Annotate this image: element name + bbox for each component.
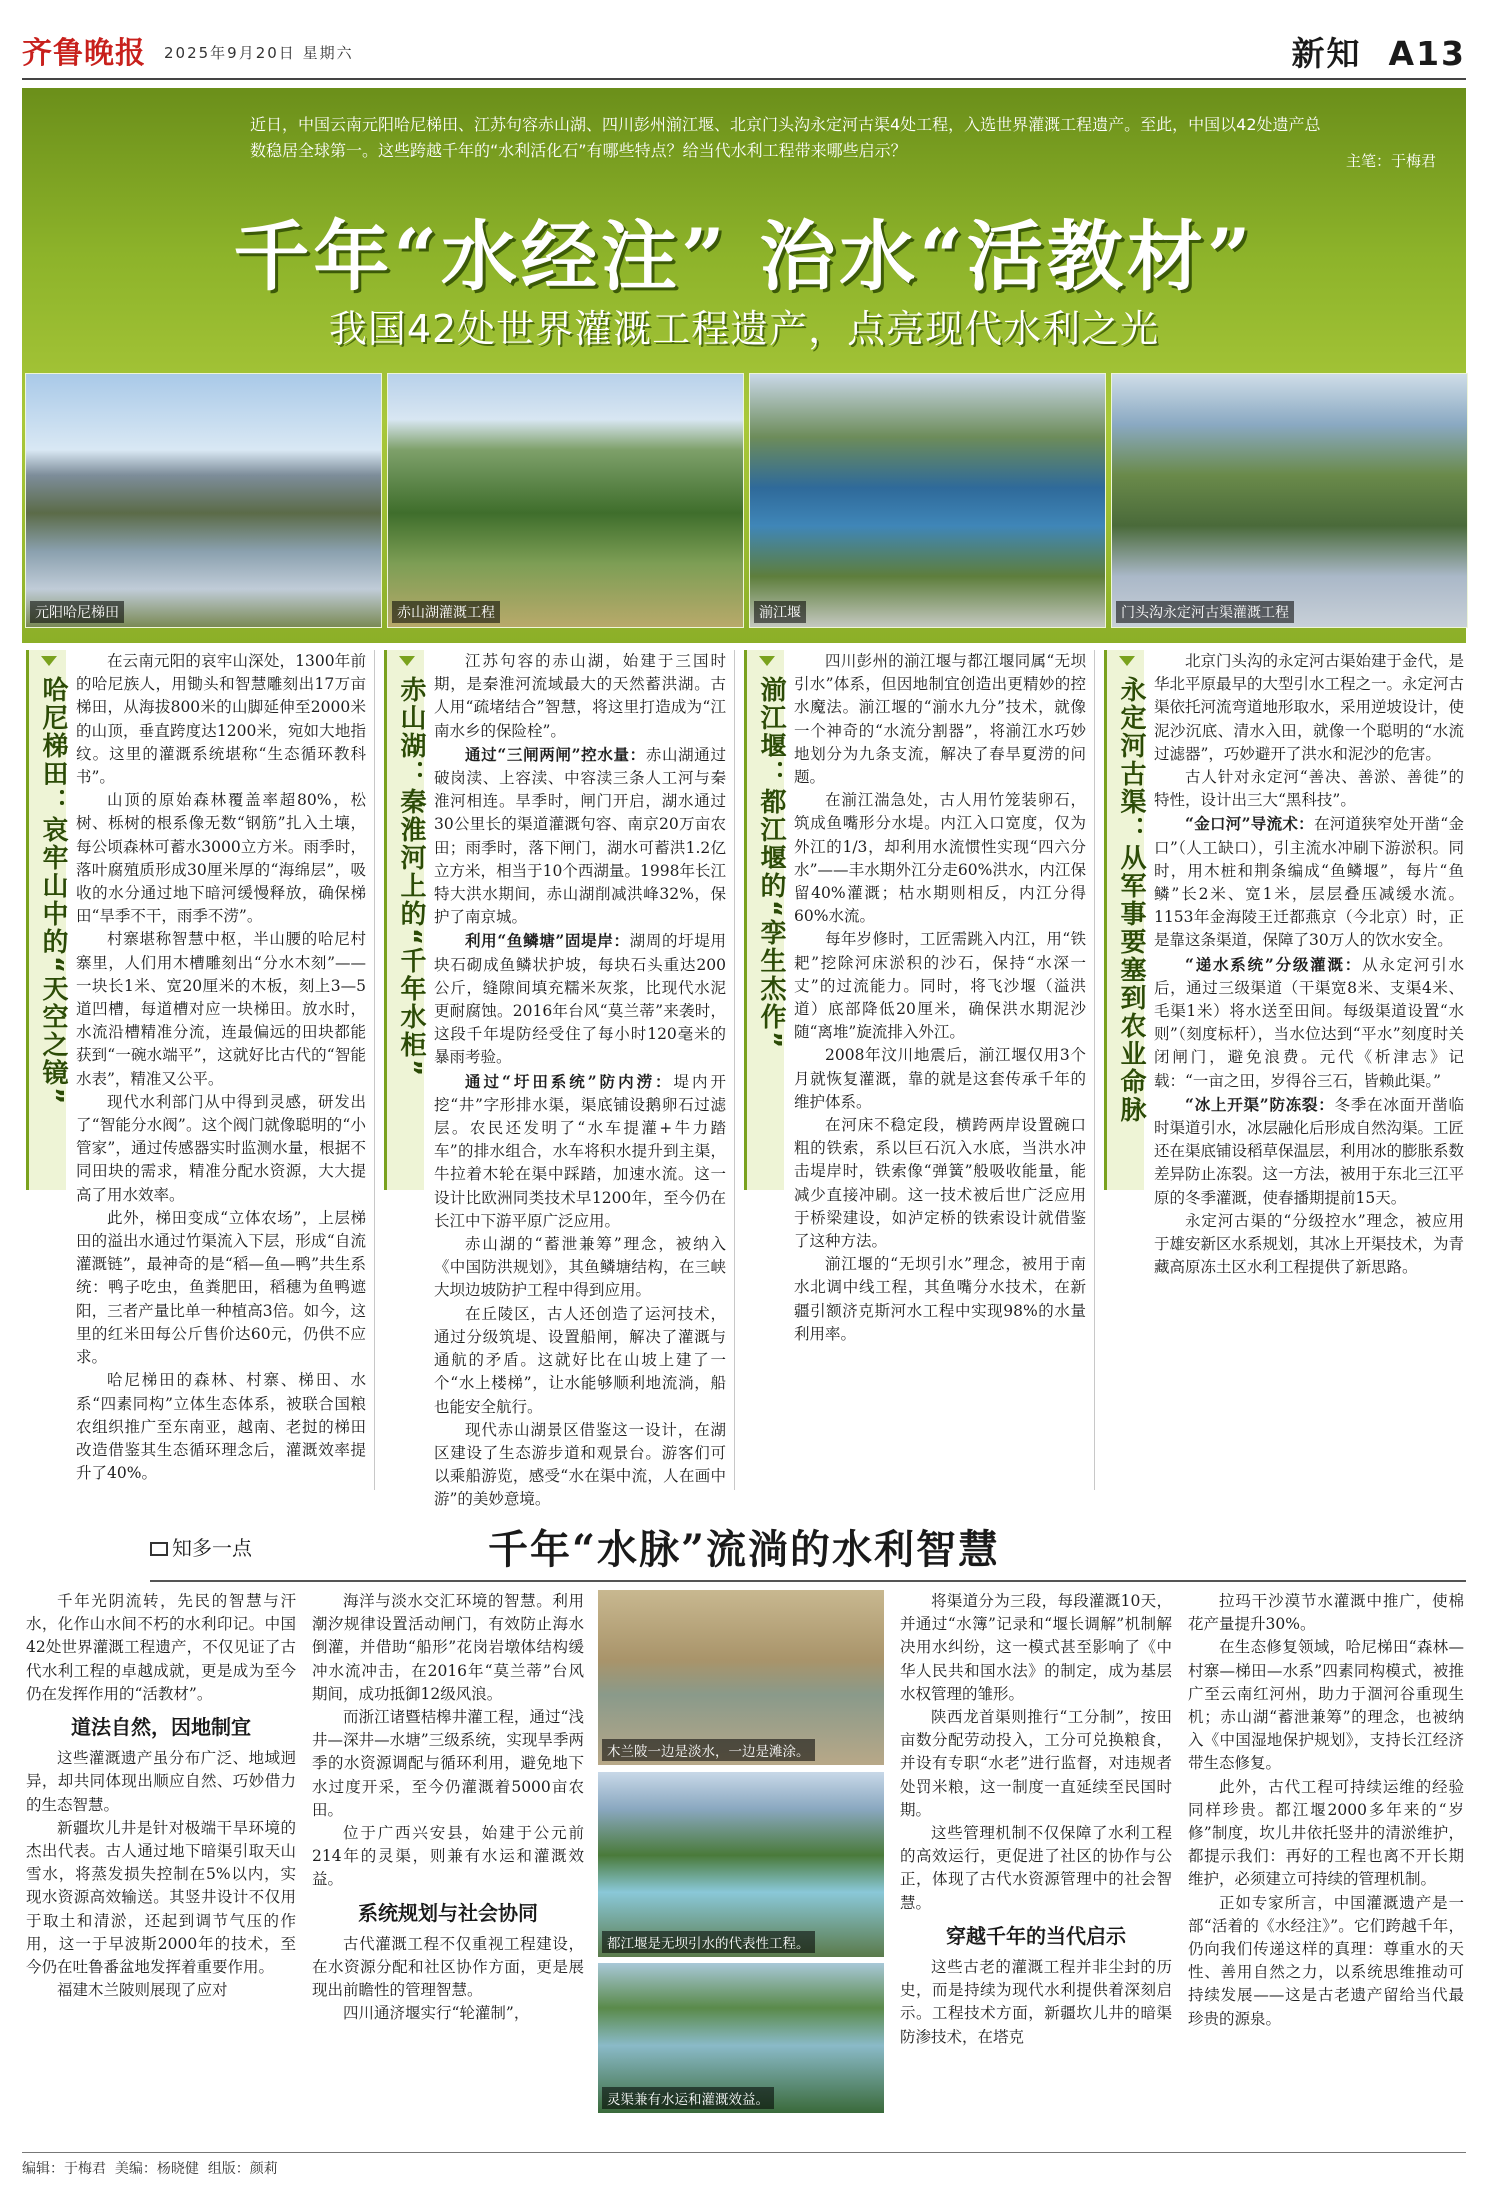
paragraph: 此外，梯田变成“立体农场”，上层梯田的溢出水通过竹渠流入下层，形成“自流灌溉链”，最神奇的是“稻—鱼—鸭”共生系统：鸭子吃虫，鱼粪肥田，稻穗为鱼鸭遮阳，三者产量比单一种植高3倍。如今，这里的红米田每公斤售价达60元，仍供不应求。 [76,1208,366,1367]
footer-rule [22,2152,1466,2153]
lower-col-4 [1188,1590,1464,2110]
photo-caption: 元阳哈尼梯田 [30,601,124,623]
subhead: 道法自然，因地制宜 [71,1715,251,1740]
box-header: 知多一点 [150,1532,252,1561]
photo-chishan-lake [387,373,744,628]
photo-lingqu [598,1963,884,2113]
photo-jianjiang-weir [749,373,1106,628]
paragraph: 四川通济堰实行“轮灌制”， [343,2004,530,2023]
lower-rule [150,1580,1466,1582]
paragraph: 赤山湖的“蓄泄兼筹”理念，被纳入《中国防洪规划》，其鱼鳞塘结构，在三峡大坝边坡防护工程中得到应用。 [434,1235,726,1300]
paragraph: 新疆坎儿井是针对极端干旱环境的杰出代表。古人通过地下暗渠引取天山雪水，将蒸发损失控制在5%以内，实现水资源高效输送。其竖井设计不仅用于取土和清淤，还起到调节气压的作用，这一于早波斯2000年的技术，至今仍在吐鲁番盆地发挥着重要作用。 [26,1818,296,1977]
column-divider [734,650,735,1490]
article-title-1: 哈尼梯田：哀牢山中的“天空之镜” [26,650,66,1190]
paragraph: “递水系统”分级灌溉：从永定河引水后，通过三级渠道（干渠宽8米、支渠4米、毛渠1米）将水送至田间。每级渠道设置“水则”（刻度标杆），当水位达到“平水”刻度时关闭闸门，避免浪费。元代《析津志》记载：“一亩之田，岁得谷三石，皆赖此渠。” [1154,954,1464,1090]
paragraph: 通过“三闸两闸”控水量：赤山湖通过破岗渎、上容渎、中容渎三条人工河与秦淮河相连。旱季时，闸门开启，湖水通过30公里长的渠道灌溉句容、南京20万亩农田；雨季时，落下闸门，湖水可蓄洪1.2亿立方米，相当于10个西湖量。1998年长江特大洪水期间，赤山湖削减洪峰32%，保护了南京城。 [434,744,726,927]
photo-mulan-weir [598,1590,884,1765]
paragraph: “金口河”导流术：在河道狭窄处开凿“金口”（人工缺口），引主流水冲刷下游淤积。同时，用木桩和荆条编成“鱼鳞堰”，每片“鱼鳞”长2米、宽1米，层层叠压减缓水流。1153年金海陵王迁都燕京（今北京）时，正是靠这条渠道，保障了30万人的饮水安全。 [1154,814,1464,950]
paragraph: 哈尼梯田的森林、村寨、梯田、水系“四素同构”立体生态体系，被联合国粮农组织推广至东南亚，越南、老挝的梯田改造借鉴其生态循环理念后，灌溉效率提升了40%。 [76,1371,366,1483]
paragraph: 位于广西兴安县，始建于公元前214年的灵渠，则兼有水运和灌溉效益。 [312,1824,584,1889]
photo-caption: 都江堰是无坝引水的代表性工程。 [602,1931,815,1953]
article-jianjiang [794,650,1086,1490]
paragraph: 在生态修复领域，哈尼梯田“森林—村寨—梯田—水系”四素同构模式，被推广至云南红河州，助力于涸河谷重现生机；赤山湖“蓄泄兼筹”的理念，也被纳入《中国湿地保护规划》，支持长江经济带生态修复。 [1188,1638,1464,1773]
article-chishan [434,650,726,1509]
triangle-icon [1119,656,1135,666]
article-title-2: 赤山湖：秦淮河上的“千年水柜” [384,650,424,1190]
paragraph: 这些管理机制不仅保障了水利工程的高效运行，更促进了社区的协作与公正，体现了古代水资源管理中的社会智慧。 [900,1824,1172,1912]
paragraph: 现代赤山湖景区借鉴这一设计，在湖区建设了生态游步道和观景台。游客们可以乘船游览，感受“水在渠中流，人在画中游”的美妙意境。 [434,1420,726,1509]
paragraph: 湔江堰的“无坝引水”理念，被用于南水北调中线工程，其鱼嘴分水技术，在新疆引额济克斯河水工程中实现98%的水量利用率。 [794,1255,1086,1343]
paragraph: 在丘陵区，古人还创造了运河技术，通过分级筑堤、设置船闸，解决了灌溉与通航的矛盾。这就好比在山坡上建了一个“水上楼梯”，让水能够顺利地流淌，船也能安全航行。 [434,1304,726,1416]
paragraph: “冰上开渠”防冻裂：冬季在冰面开凿临时渠道引水，冰层融化后形成自然沟渠。工匠还在渠底铺设稻草保温层，利用冰的膨胀系数差异防止冻裂。这一方法，被用于东北三江平原的冬季灌溉，使春播期提前15天。 [1154,1094,1465,1207]
photo-caption: 门头沟永定河古渠灌溉工程 [1116,601,1294,623]
triangle-icon [759,656,775,666]
paragraph: 这些灌溉遗产虽分布广泛、地域迥异，却共同体现出顺应自然、巧妙借力的生态智慧。 [26,1749,296,1814]
article-title-3: 湔江堰：都江堰的“孪生杰作” [744,650,784,1190]
paragraph: 将渠道分为三段，每段灌溉10天，并通过“水簿”记录和“堰长调解”机制解决用水纠纷，这一模式甚至影响了《中华人民共和国水法》的制定，成为基层水权管理的雏形。 [900,1592,1172,1703]
paragraph: 北京门头沟的永定河古渠始建于金代，是华北平原最早的大型引水工程之一。永定河古渠依托河流弯道地形取水，采用逆坡设计，使泥沙沉底、清水入田，就像一个聪明的“水流过滤器”，巧妙避开了洪水和泥沙的危害。 [1154,652,1465,763]
paragraph: 村寨堪称智慧中枢，半山腰的哈尼村寨里，人们用木槽雕刻出“分水木刻”——一块长1米、宽20厘米的木板，刻上3—5道凹槽，每道槽对应一块梯田。放水时，水流沿槽精准分流，连最偏远的田块都能获到“一碗水端平”，这就好比古代的“智能水表”，精准又公平。 [76,930,366,1088]
paragraph: 古人针对永定河“善决、善淤、善徙”的特性，设计出三大“黑科技”。 [1154,768,1464,810]
paragraph: 正如专家所言，中国灌溉遗产是一部“活着的《水经注》”。它们跨越千年，仍向我们传递这样的真理：尊重水的天性、善用自然之力，以系统思维推动可持续发展——这是古老遗产留给当代最珍贵的源泉。 [1188,1893,1464,2028]
column-divider [374,650,375,1490]
byline: 主笔：于梅君 [1345,152,1436,170]
page-number: A13 [1388,34,1466,73]
paragraph: 山顶的原始森林覆盖率超80%，松树、栎树的根系像无数“钢筋”扎入土壤，每公顷森林可蓄水3000立方米。雨季时，落叶腐殖质形成30厘米厚的“海绵层”，吸收的水分通过地下暗河缓慢释放，确保梯田“旱季不干，雨季不涝”。 [76,791,366,926]
lede: 近日，中国云南元阳哈尼梯田、江苏句容赤山湖、四川彭州湔江堰、北京门头沟永定河古渠4处工程，入选世界灌溉工程遗产。至此，中国以42处遗产总数稳居全球第一。这些跨越千年的“水利活化石”有哪些特点？给当代水利工程带来哪些启示？ [250,115,1321,160]
paragraph: 千年光阴流转，先民的智慧与汗水，化作山水间不朽的水利印记。中国42处世界灌溉工程遗产，不仅见证了古代水利工程的卓越成就，更是成为至今仍在发挥作用的“活教材”。 [26,1592,296,1703]
paragraph: 在云南元阳的哀牢山深处，1300年前的哈尼族人，用锄头和智慧雕刻出17万亩梯田，从海拔800米的山脚延伸至2000米的山顶，垂直跨度达1200米，宛如大地指纹。这里的灌溉系统堪称“生态循环教科书”。 [76,652,366,787]
paragraph: 在河床不稳定段，横跨两岸设置碗口粗的铁索，系以巨石沉入水底，当洪水冲击堤岸时，铁索像“弹簧”般吸收能量，能减少直接冲刷。这一技术被后世广泛应用于桥梁建设，如泸定桥的铁索设计就借鉴了这种方法。 [794,1116,1086,1251]
photo-caption: 木兰陂一边是淡水，一边是滩涂。 [602,1739,815,1761]
dateline [164,42,354,63]
newspaper-logo: 齐鲁晚报 [22,36,146,71]
section-name: 新知 [1291,34,1362,73]
paragraph: 现代水利部门从中得到灵感，研发出了“智能分水阀”。这个阀门就像聪明的“小管家”，通过传感器实时监测水量，根据不同田块的需求，精准分配水资源，大大提高了用水效率。 [76,1092,366,1204]
photo-hani-terraces [25,373,382,628]
paragraph: 这些古老的灌溉工程并非尘封的历史，而是持续为现代水利提供着深刻启示。工程技术方面，新疆坎儿井的暗渠防渗技术，在塔克 [900,1958,1172,2046]
lower-col-3 [900,1590,1172,2110]
subhead: 系统规划与社会协同 [358,1900,538,1925]
paragraph: 2008年汶川地震后，湔江堰仅用3个月就恢复灌溉，靠的就是这套传承千年的维护体系。 [794,1046,1086,1111]
paragraph: 每年岁修时，工匠需跳入内江，用“铁耙”挖除河床淤积的沙石，保持“水深一丈”的过流能力。同时，将飞沙堰（溢洪道）底部降低20厘米，确保洪水期泥沙随“离堆”旋流排入外江。 [794,930,1086,1042]
footer-credits [22,2158,278,2178]
masthead [22,28,1466,72]
article-hani [76,650,366,1490]
lower-col-2 [312,1590,584,2110]
paragraph: 在湔江湍急处，古人用竹笼装卵石，筑成鱼嘴形分水堤。内江入口宽度，仅为外江的1/3，却利用水流惯性实现“四六分水”——丰水期外江分走60%洪水，内江保留40%灌溉；枯水期则相反，内江分得60%水流。 [794,791,1086,926]
paragraph: 通过“圩田系统”防内涝：堤内开挖“井”字形排水渠，渠底铺设鹅卵石过滤层。农民还发明了“水车提灌+牛力踏车”的排水组合，水车将积水提升到主渠，牛拉着木轮在渠中踩踏，加速水流。这一设计比欧洲同类技术早1200年，至今仍在长江中下游平原广泛应用。 [434,1071,726,1230]
triangle-icon [41,656,57,666]
section-page [1292,28,1466,75]
paragraph: 福建木兰陂则展现了应对 [57,1981,228,2000]
paragraph: 永定河古渠的“分级控水”理念，被应用于雄安新区水系规划，其冰上开渠技术，为青藏高原冻土区水利工程提供了新思路。 [1154,1211,1465,1277]
designer-credit: 美编：杨晓健 [114,2161,199,2177]
article-yongding [1154,650,1464,1490]
triangle-icon [399,656,415,666]
paragraph: 江苏句容的赤山湖，始建于三国时期，是秦淮河流域最大的天然蓄洪湖。古人用“疏堵结合”智慧，将这里打造成为“江南水乡的保险栓”。 [434,652,726,740]
column-divider [1094,650,1095,1490]
editor-credit: 编辑：于梅君 [22,2161,106,2177]
paragraph: 海洋与淡水交汇环境的智慧。利用潮汐规律设置活动闸门，有效防止海水倒灌，并借助“船形”花岗岩墩体结构缓冲水流冲击，在2016年“莫兰蒂”台风期间，成功抵御12级风浪。 [312,1592,584,1703]
date: 2025年9月20日 [164,44,296,62]
weekday: 星期六 [302,44,354,62]
article-title-4: 永定河古渠：从军事要塞到农业命脉 [1104,650,1144,1190]
paragraph: 拉玛干沙漠节水灌溉中推广，使棉花产量提升30%。 [1188,1592,1464,1634]
paragraph: 而浙江诸暨桔槔井灌工程，通过“浅井—深井—水塘”三级系统，实现旱季两季的水资源调配与循环利用，避免地下水过度开采，至今仍灌溉着5000亩农田。 [312,1708,584,1819]
layout-credit: 组版：颜莉 [207,2161,278,2177]
lower-title: 千年“水脉”流淌的水利智慧 [487,1526,1000,1573]
photo-caption: 灵渠兼有水运和灌溉效益。 [602,2087,774,2109]
paragraph: 陕西龙首渠则推行“工分制”，按田亩数分配劳动投入，工分可兑换粮食，并设有专职“水老”进行监督，对违规者处罚米粮，这一制度一直延续至民国时期。 [900,1708,1172,1819]
photo-dujiangyan [598,1772,884,1957]
subhead: 穿越千年的当代启示 [946,1923,1126,1948]
paragraph: 四川彭州的湔江堰与都江堰同属“无坝引水”体系，但因地制宜创造出更精妙的控水魔法。湔江堰的“湔水九分”技术，就像一个神奇的“水流分割器”，将湔江水巧妙地划分为九条支流，解决了春旱夏涝的问题。 [794,652,1086,787]
lower-col-1 [26,1590,296,2110]
header-rule [22,78,1466,80]
main-title: 千年“水经注” 治水“活教材” [233,212,1255,301]
photo-caption: 湔江堰 [754,601,806,623]
photo-yongding-canal [1111,373,1468,628]
banner [22,88,1466,643]
paragraph: 利用“鱼鳞塘”固堤岸：湖周的圩堤用块石砌成鱼鳞状护坡，每块石头重达200公斤，缝隙间填充糯米灰浆，比现代水泥更耐腐蚀。2016年台风“莫兰蒂”来袭时，这段千年堤防经受住了每小时120毫米的暴雨考验。 [434,931,726,1067]
photo-caption: 赤山湖灌溉工程 [392,601,500,623]
paragraph: 此外，古代工程可持续运维的经验同样珍贵。都江堰2000多年来的“岁修”制度，坎儿井依托竖井的清淤维护，都提示我们：再好的工程也离不开长期维护，必须建立可持续的管理机制。 [1188,1777,1464,1889]
sub-title: 我国42处世界灌溉工程遗产，点亮现代水利之光 [328,307,1160,351]
paragraph: 古代灌溉工程不仅重视工程建设，在水资源分配和社区协作方面，更是展现出前瞻性的管理智慧。 [312,1934,584,2000]
